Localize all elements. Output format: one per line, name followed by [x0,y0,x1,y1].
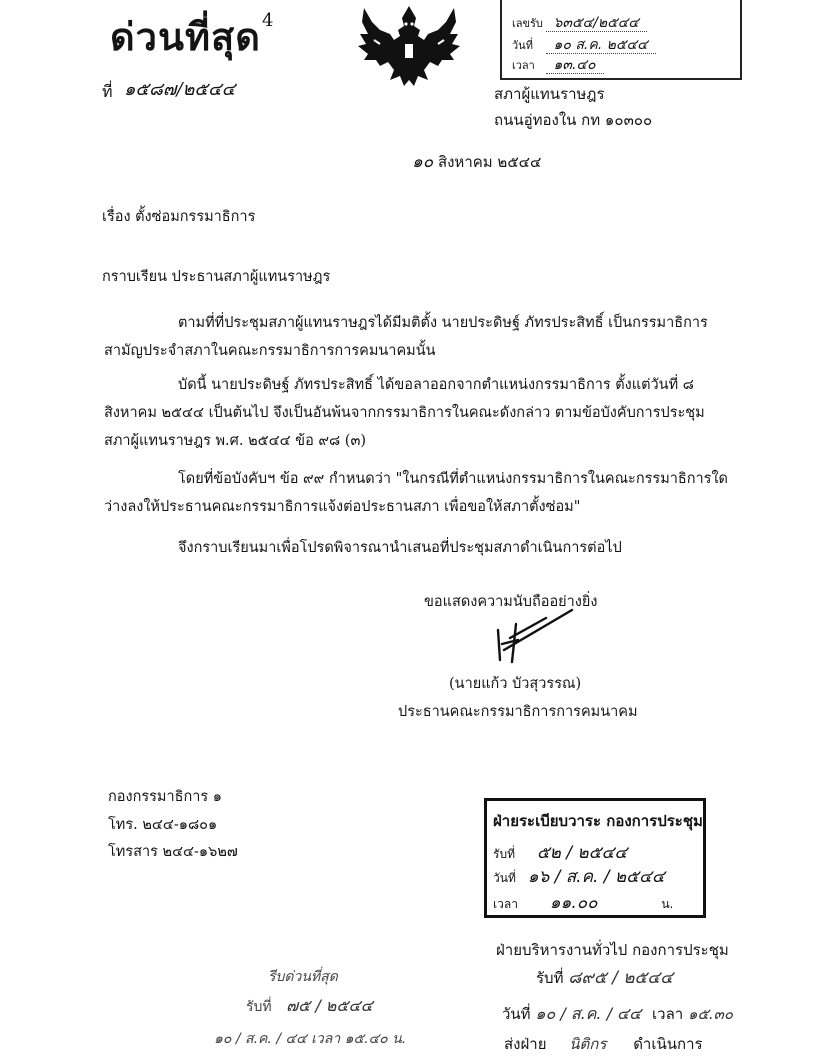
footer-telephone: โทร. ๒๔๔-๑๘๐๑ [108,817,218,833]
paragraph-line: สามัญประจำสภาในคณะกรรมาธิการการคมนาคมนั้น [104,343,436,359]
body-paragraph-2 [104,371,744,455]
document-number-label: ที่ [102,82,113,101]
registration-date-value: ๑๖ / ส.ค. / ๒๕๔๔ [527,867,665,887]
signer-title: ประธานคณะกรรมาธิการการคมนาคม [398,704,638,720]
receipt-stamp-label: วันที่ [512,39,533,52]
handwritten-note-receipt [246,994,373,1019]
paragraph-line: จึงกราบเรียนมาเพื่อโปรดพิจารณานำเสนอที่ประชุมสภาดำเนินการต่อไป [178,540,622,556]
receipt-stamp-value: ๑๐ ส.ค. ๒๕๔๔ [546,37,656,54]
paragraph-line: ว่างลงให้ประธานคณะกรรมาธิการแจ้งต่อประธานสภา เพื่อขอให้สภาตั้งซ่อม" [104,499,581,515]
receipt-stamp-row [512,54,604,76]
letter-date-day: ๑๐ [412,152,434,172]
receipt-stamp-row [512,12,647,34]
registration-date-label: วันที่ [493,871,516,885]
receipt-stamp-label: เวลา [512,59,535,72]
registration-stamp [484,798,706,918]
registration-time-label: เวลา [493,897,518,911]
receipt-stamp-value: ๑๓.๔๐ [546,57,604,74]
registration-time-value: ๑๑.๐๐ [549,893,598,913]
handwritten-note-heading: รีบด่วนที่สุด [268,969,338,985]
sender-organization: สภาผู้แทนราษฎร [494,85,605,103]
registration-receipt-label: รับที่ [493,847,515,861]
paragraph-line: สภาผู้แทนราษฎร พ.ศ. ๒๕๔๔ ข้อ ๙๘ (๓) [104,433,367,449]
sender-address: ถนนอู่ทองใน กท ๑๐๓๐๐ [494,111,653,129]
registration-time-unit: น. [661,897,674,911]
admin-note-date-label: วันที่ [502,1005,531,1023]
letter-date-month-year: สิงหาคม ๒๕๔๔ [437,153,542,171]
body-paragraph-1 [104,309,744,365]
admin-note-forward-value: นิติกร [569,1035,607,1053]
footer-office: กองกรรมาธิการ ๑ [108,789,222,805]
handwritten-note-receipt-value: ๗๕ / ๒๕๔๔ [286,996,373,1015]
receipt-stamp-value: ๖๓๕๔/๒๕๔๔ [546,15,647,32]
admin-note-receipt [536,964,673,991]
admin-note-time-value: ๑๕.๓๐ [688,1005,734,1023]
letter-subject: เรื่อง ตั้งซ่อมกรรมาธิการ [102,209,256,225]
admin-note-time-label: เวลา [652,1005,684,1023]
registration-time-row [493,889,673,916]
admin-note-date-value: ๑๐ / ส.ค. / ๔๔ [535,1004,642,1023]
registration-receipt-row [493,839,627,866]
admin-note-receipt-value: ๘๙๕ / ๒๕๔๔ [568,968,674,988]
paragraph-line: ตามที่ที่ประชุมสภาผู้แทนราษฎรได้มีมติตั้ง นายประดิษฐ์ ภัทรประสิทธิ์ เป็นกรรมาธิการ [178,315,708,331]
paragraph-line: บัดนี้ นายประดิษฐ์ ภัทรประสิทธิ์ ได้ขอลาออกจากตำแหน่งกรรมาธิการ ตั้งแต่วันที่ ๘ [178,377,694,393]
admin-note-receipt-label: รับที่ [536,969,564,987]
admin-note-date [502,1002,733,1027]
admin-note-forward-action: ดำเนินการ [633,1035,703,1053]
admin-note-heading: ฝ่ายบริหารงานทั่วไป กองการประชุม [496,941,729,959]
receipt-stamp-row [512,34,656,56]
registration-receipt-value: ๕๒ / ๒๕๔๔ [536,843,628,863]
paragraph-line: โดยที่ข้อบังคับฯ ข้อ ๙๙ กำหนดว่า "ในกรณีที่ตำแหน่งกรรมาธิการในคณะกรรมาธิการใด [178,471,728,487]
registration-date-row [493,863,665,890]
signature-icon [486,600,576,664]
garuda-emblem-icon [350,0,468,88]
handwritten-note-datetime: ๑๐ / ส.ค. / ๔๔ เวลา ๑๕.๔๐ น. [214,1031,407,1047]
registration-stamp-title: ฝ่ายระเบียบวาระ กองการประชุม [493,812,703,830]
footer-fax: โทรสาร ๒๔๔-๑๖๒๗ [108,844,238,860]
paragraph-line: สิงหาคม ๒๕๔๔ เป็นต้นไป จึงเป็นอันพ้นจากกรรมาธิการในคณะดังกล่าว ตามข้อบังคับการประชุม [104,405,705,421]
handwritten-note-receipt-label: รับที่ [246,999,272,1015]
document-number-value: ๑๕๘๗/๒๕๔๔ [124,79,236,100]
closing-phrase: ขอแสดงความนับถืออย่างยิ่ง [424,594,598,610]
body-paragraph-3 [104,465,744,521]
letter-date [412,148,541,175]
signer-name: (นายแก้ว บัวสุวรรณ) [449,676,582,692]
letter-recipient: กราบเรียน ประธานสภาผู้แทนราษฎร [102,269,331,285]
body-paragraph-4 [104,534,744,562]
receipt-stamp-label: เลขรับ [512,17,543,30]
admin-note-forward [504,1032,703,1056]
admin-note-forward-label: ส่งฝ่าย [504,1035,547,1053]
urgency-handwritten-mark: 4 [262,10,274,31]
urgency-heading: ด่วนที่สุด [110,15,261,59]
receipt-stamp [500,0,742,80]
